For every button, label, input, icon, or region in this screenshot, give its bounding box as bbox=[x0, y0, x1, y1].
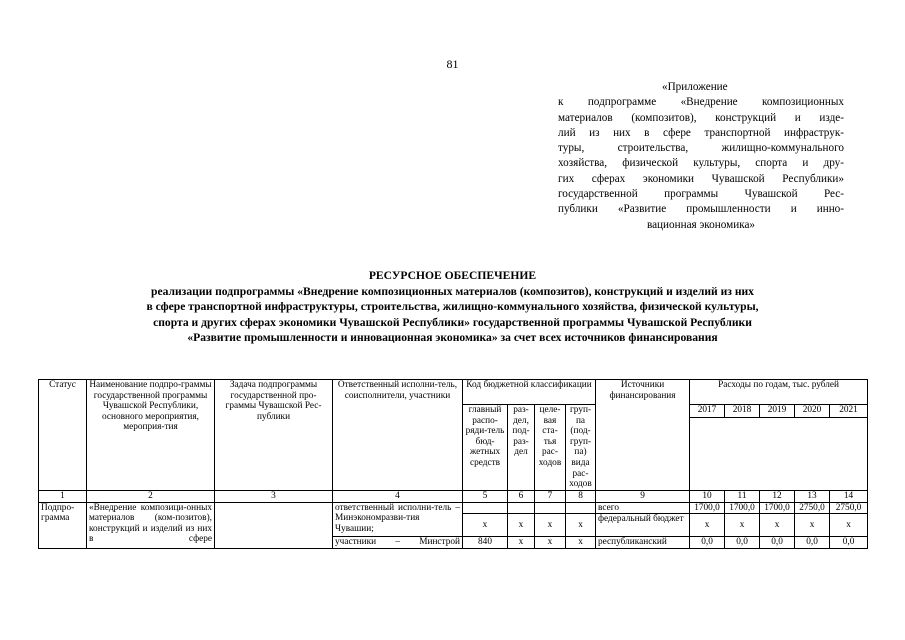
cell-razdel bbox=[508, 502, 535, 514]
cell-value: 1700,0 bbox=[690, 502, 725, 514]
appendix-reference bbox=[558, 80, 844, 233]
column-number: 14 bbox=[830, 491, 868, 503]
header-task: Задача подпрограммы государственной про-граммы Чувашской Рес-публики bbox=[215, 380, 333, 491]
header-vr: груп-па (под-груп-па) вида рас-ходов bbox=[566, 405, 596, 491]
appendix-line: к подпрограмме «Внедрение композиционных bbox=[558, 96, 844, 109]
column-number: 13 bbox=[795, 491, 830, 503]
header-year: 2017 bbox=[690, 405, 725, 418]
column-number: 3 bbox=[215, 491, 333, 503]
cell-vr: x bbox=[566, 537, 596, 549]
cell-responsible: ответственный исполни-тель – Минэкономразви-тия Чувашии; bbox=[333, 502, 463, 537]
appendix-line: туры, строительства, жилищно-коммунального bbox=[558, 142, 844, 155]
cell-value: 0,0 bbox=[795, 537, 830, 549]
cell-value: 0,0 bbox=[830, 537, 868, 549]
column-number: 7 bbox=[535, 491, 566, 503]
header-year: 2021 bbox=[830, 405, 868, 418]
cell-csr: x bbox=[535, 514, 566, 537]
appendix-line: государственной программы Чувашской Рес- bbox=[558, 188, 844, 201]
appendix-line: «Приложение bbox=[662, 81, 728, 93]
cell-value: x bbox=[830, 514, 868, 537]
column-number: 8 bbox=[566, 491, 596, 503]
cell-csr: x bbox=[535, 537, 566, 549]
cell-grbs bbox=[463, 502, 508, 514]
cell-value: 1700,0 bbox=[725, 502, 760, 514]
header-year: 2018 bbox=[725, 405, 760, 418]
title-line: в сфере транспортной инфраструктуры, строительства, жилищно-коммунального хозяйства, физической культуры, bbox=[146, 300, 759, 314]
header-budget-code: Код бюджетной классификации bbox=[463, 380, 596, 405]
cell-grbs: x bbox=[463, 514, 508, 537]
header-year: 2020 bbox=[795, 405, 830, 418]
header-sources: Источники финансирования bbox=[596, 380, 690, 491]
header-responsible: Ответственный исполни-тель, соисполнители, участники bbox=[333, 380, 463, 491]
cell-value: 2750,0 bbox=[795, 502, 830, 514]
appendix-line: вационная экономика» bbox=[646, 218, 756, 231]
title-line: реализации подпрограммы «Внедрение композиционных материалов (композитов), конструкций и изделий из них bbox=[151, 284, 754, 298]
cell-task bbox=[215, 502, 333, 548]
cell-value: x bbox=[760, 514, 795, 537]
header-status: Статус bbox=[39, 380, 87, 491]
column-number: 11 bbox=[725, 491, 760, 503]
cell-source: всего bbox=[596, 502, 690, 514]
appendix-line: материалов (композитов), конструкций и изде- bbox=[558, 111, 844, 124]
title-line: «Развитие промышленности и инновационная экономика» за счет всех источников финансирования bbox=[187, 331, 718, 345]
cell-source: федеральный бюджет bbox=[596, 514, 690, 537]
title-main: РЕСУРСНОЕ ОБЕСПЕЧЕНИЕ bbox=[368, 269, 537, 282]
title-line: спорта и других сферах экономики Чувашской Республики» государственной программы Чувашской Республики bbox=[153, 315, 752, 329]
appendix-line: лий из них в сфере транспортной инфраструк- bbox=[558, 126, 844, 139]
cell-value: x bbox=[725, 514, 760, 537]
cell-participants: участники – Минстрой bbox=[333, 537, 463, 549]
column-number: 12 bbox=[760, 491, 795, 503]
cell-name: «Внедрение композици-онных материалов (ком-позитов), конструкций и изделий из них в сфере bbox=[87, 502, 215, 548]
header-expenses: Расходы по годам, тыс. рублей bbox=[690, 380, 868, 405]
appendix-line: публики «Развитие промышленности и инно- bbox=[558, 203, 844, 216]
header-name: Наименование подпро-граммы государственной программы Чувашской Республики, основного мероприятия, мероприя-тия bbox=[87, 380, 215, 491]
header-year: 2019 bbox=[760, 405, 795, 418]
header-spacer bbox=[690, 418, 868, 491]
column-number: 4 bbox=[333, 491, 463, 503]
column-number: 9 bbox=[596, 491, 690, 503]
header-razdel: раз-дел, под-раз-дел bbox=[508, 405, 535, 491]
column-number: 10 bbox=[690, 491, 725, 503]
cell-vr: x bbox=[566, 514, 596, 537]
header-csr: целе-вая ста-тья рас-ходов bbox=[535, 405, 566, 491]
cell-value: 1700,0 bbox=[760, 502, 795, 514]
cell-value: x bbox=[795, 514, 830, 537]
appendix-line: гих сферах экономики Чувашской Республики» bbox=[558, 172, 844, 185]
cell-csr bbox=[535, 502, 566, 514]
document-title bbox=[50, 268, 855, 346]
column-number: 5 bbox=[463, 491, 508, 503]
cell-vr bbox=[566, 502, 596, 514]
column-number: 2 bbox=[87, 491, 215, 503]
table-row bbox=[39, 502, 868, 514]
column-number: 1 bbox=[39, 491, 87, 503]
resource-table bbox=[38, 379, 868, 549]
cell-value: x bbox=[690, 514, 725, 537]
cell-value: 2750,0 bbox=[830, 502, 868, 514]
cell-value: 0,0 bbox=[690, 537, 725, 549]
cell-value: 0,0 bbox=[760, 537, 795, 549]
cell-razdel: x bbox=[508, 537, 535, 549]
header-grbs: главный распо-ряди-тель бюд-жетных средств bbox=[463, 405, 508, 491]
appendix-line: хозяйства, физической культуры, спорта и дру- bbox=[558, 157, 844, 170]
page-number: 81 bbox=[446, 57, 459, 71]
cell-status: Подпро-грамма bbox=[39, 502, 87, 548]
cell-razdel: x bbox=[508, 514, 535, 537]
cell-source: республиканский bbox=[596, 537, 690, 549]
column-number: 6 bbox=[508, 491, 535, 503]
cell-grbs: 840 bbox=[463, 537, 508, 549]
cell-value: 0,0 bbox=[725, 537, 760, 549]
